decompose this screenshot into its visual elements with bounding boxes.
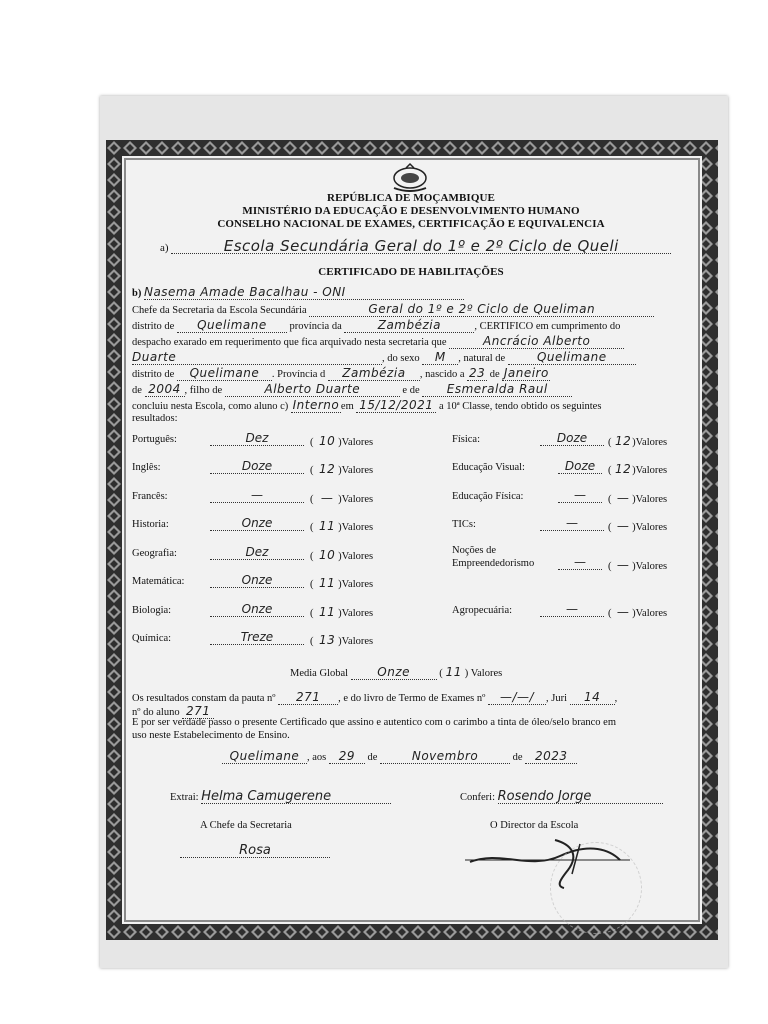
body-l5-c: , nascido a xyxy=(419,369,465,380)
grade-word-right: — xyxy=(540,516,604,531)
grade-num-left: 10 xyxy=(318,548,336,562)
body-l7-a: concluiu nesta Escola, como aluno c) xyxy=(132,401,289,412)
grade-num-left: — xyxy=(320,491,334,505)
footer-juri: 14 xyxy=(570,691,615,705)
grade-num-right-wrap: ( — )Valores xyxy=(608,558,668,572)
body-l2-c: , CERTIFICO em cumprimento do xyxy=(474,321,621,332)
footer-f1-c: , Juri xyxy=(546,693,568,704)
grade-word-left: Doze xyxy=(210,459,304,474)
valores-label: Valores xyxy=(635,608,668,619)
body-l7-c: a 10ª Classe, tendo obtido os seguintes xyxy=(438,401,602,412)
footer-livro: —/—/ xyxy=(488,691,546,705)
extrai-signature: Helma Camugerene xyxy=(201,790,391,804)
grade-word-right: — xyxy=(558,555,602,570)
valores-label: Valores xyxy=(635,437,668,448)
grade-num-right: — xyxy=(616,558,630,572)
body-l5-district: Quelimane xyxy=(177,367,272,381)
media-num: 11 xyxy=(445,665,462,679)
grade-num-right: — xyxy=(616,519,630,533)
body-l1-text: Chefe da Secretaria da Escola Secundária xyxy=(132,305,307,316)
grade-num-right-wrap: ( — )Valores xyxy=(608,491,668,505)
body-l5-month: Janeiro xyxy=(503,366,549,380)
grade-subject-right: TICs: xyxy=(452,519,476,530)
body-l4-value: Duarte xyxy=(132,351,382,365)
valores-label: Valores xyxy=(635,465,668,476)
header-council: CONSELHO NACIONAL DE EXAMES, CERTIFICAÇÃO E EQUIVALENCIA xyxy=(217,218,605,230)
body-l2-b: província da xyxy=(289,321,342,332)
conferi-signature: Rosendo Jorge xyxy=(498,790,663,804)
grade-num-left: 13 xyxy=(318,633,336,647)
grade-num-left-wrap: ( 10 )Valores xyxy=(310,434,374,448)
grade-word-left: — xyxy=(210,488,304,503)
grade-subject-right: Física: xyxy=(452,434,480,445)
body-l4-b: , natural de xyxy=(458,353,506,364)
grade-word-right: Doze xyxy=(558,459,602,474)
grade-subject-left: Química: xyxy=(132,633,172,644)
body-l7-b: em xyxy=(340,401,354,412)
body-line-4 xyxy=(132,351,636,365)
body-l7-type: Interno xyxy=(292,398,340,412)
media-suffix: Valores xyxy=(470,668,503,679)
media-word: Onze xyxy=(351,666,437,680)
media-global-line: Media Global Onze ( 11 ) Valores xyxy=(290,665,503,679)
conferi-label: Conferi: xyxy=(460,792,495,803)
student-line xyxy=(132,286,464,300)
valores-label: Valores xyxy=(635,494,668,505)
grade-word-left: Dez xyxy=(210,545,304,560)
footer-aos: , aos xyxy=(307,752,327,763)
valores-label: Valores xyxy=(635,561,668,572)
valores-label: Valores xyxy=(341,437,374,448)
valores-label: Valores xyxy=(341,522,374,533)
grade-num-left-wrap: ( — )Valores xyxy=(310,491,374,505)
school-prefix: a) xyxy=(160,242,169,254)
footer-de1: de xyxy=(367,752,378,763)
body-l6-mother: Esmeralda Raul xyxy=(422,383,572,397)
footer-month: Novembro xyxy=(380,750,510,764)
grade-subject-left: Português: xyxy=(132,434,177,445)
body-l2-district: Quelimane xyxy=(177,319,287,333)
body-l2-a: distrito de xyxy=(132,321,175,332)
body-line-3 xyxy=(132,335,624,349)
footer-place: Quelimane xyxy=(222,750,307,764)
body-l6-father: Alberto Duarte xyxy=(225,383,400,397)
body-l5-province: Zambézia xyxy=(328,367,420,381)
grade-subject-left: Inglês: xyxy=(132,462,161,473)
footer-day: 29 xyxy=(329,750,365,764)
footer-year: 2023 xyxy=(525,750,577,764)
body-l3-value: Ancrácio Alberto xyxy=(449,335,624,349)
valores-label: Valores xyxy=(635,522,668,533)
body-l5-a: distrito de xyxy=(132,369,175,380)
grade-num-left-wrap: ( 13 )Valores xyxy=(310,633,374,647)
conferi-line xyxy=(460,790,663,804)
valores-label: Valores xyxy=(341,579,374,590)
grade-num-left: 10 xyxy=(318,434,336,448)
student-name: Nasema Amade Bacalhau - ONI xyxy=(144,286,464,300)
grade-subject-right: Agropecuária: xyxy=(452,605,513,616)
grade-subject-right: Empreendedorismo xyxy=(452,558,535,569)
grade-num-right: — xyxy=(616,605,630,619)
body-line-5 xyxy=(132,367,550,381)
school-line xyxy=(160,237,671,255)
body-l6-c: e de xyxy=(402,385,420,396)
body-l5-b: . Província d xyxy=(271,369,326,380)
grade-num-right: — xyxy=(616,491,630,505)
body-l4-a: , do sexo xyxy=(382,353,420,364)
valores-label: Valores xyxy=(341,636,374,647)
footer-line-4: uso neste Estabelecimento de Ensino. xyxy=(132,730,290,741)
body-l5-day: 23 xyxy=(469,366,486,380)
body-l3-text: despacho exarado em requerimento que fica arquivado nesta secretaria que xyxy=(132,337,447,348)
footer-de2: de xyxy=(512,752,523,763)
chefe-label: A Chefe da Secretaria xyxy=(200,820,292,831)
grade-word-right: — xyxy=(540,602,604,617)
valores-label: Valores xyxy=(341,465,374,476)
grade-subject-right-l1: Noções de xyxy=(452,545,497,556)
grade-num-right-wrap: ( — )Valores xyxy=(608,605,668,619)
valores-label: Valores xyxy=(341,551,374,562)
grade-subject-left: Biologia: xyxy=(132,605,172,616)
valores-label: Valores xyxy=(341,608,374,619)
body-l6-a: de xyxy=(132,385,142,396)
mozambique-emblem-icon xyxy=(380,162,440,192)
certificate-title: CERTIFICADO DE HABILITAÇÕES xyxy=(318,266,504,278)
grade-num-left-wrap: ( 10 )Valores xyxy=(310,548,374,562)
body-l5-d: de xyxy=(489,369,500,380)
body-line-8: resultados: xyxy=(132,413,178,424)
grade-num-left: 11 xyxy=(318,576,336,590)
grade-num-left: 11 xyxy=(318,605,336,619)
extrai-label: Extrai: xyxy=(170,792,199,803)
footer-f1-b: , e do livro de Termo de Exames nº xyxy=(338,693,486,704)
extrai-line xyxy=(170,790,391,804)
footer-line-1: Os resultados constam da pauta nº 271 , e do livro de Termo de Exames nº —/—/ , Juri 14 , xyxy=(132,690,618,704)
grade-num-left: 11 xyxy=(318,519,336,533)
grade-subject-left: Historia: xyxy=(132,519,169,530)
body-l7-date: 15/12/2021 xyxy=(356,399,436,413)
school-name: Escola Secundária Geral do 1º e 2º Ciclo de Queli xyxy=(171,240,671,254)
grade-num-right-wrap: ( 12)Valores xyxy=(608,462,668,476)
grade-num-right-wrap: ( 12)Valores xyxy=(608,434,668,448)
grade-word-left: Treze xyxy=(210,630,304,645)
body-l6-b: , filho de xyxy=(184,385,223,396)
valores-label: Valores xyxy=(341,494,374,505)
header-ministry: MINISTÉRIO DA EDUCAÇÃO E DESENVOLVIMENTO HUMANO xyxy=(242,205,580,217)
footer-aluno-num: 271 xyxy=(182,705,214,719)
grade-word-left: Dez xyxy=(210,431,304,446)
footer-f2-a: nº do aluno xyxy=(132,707,180,718)
grade-num-left-wrap: ( 11 )Valores xyxy=(310,605,374,619)
grade-num-left-wrap: ( 11 )Valores xyxy=(310,576,374,590)
body-line-6 xyxy=(132,383,572,397)
certificate-content xyxy=(130,162,692,922)
body-l4-natural: Quelimane xyxy=(508,351,636,365)
media-label: Media Global xyxy=(290,668,349,679)
footer-f1-a: Os resultados constam da pauta nº xyxy=(132,693,276,704)
student-prefix: b) xyxy=(132,288,142,299)
body-l2-province: Zambézia xyxy=(344,319,474,333)
grade-word-left: Onze xyxy=(210,573,304,588)
grade-word-left: Onze xyxy=(210,516,304,531)
grade-subject-right: Educação Visual: xyxy=(452,462,525,473)
place-date-line xyxy=(222,750,577,764)
body-line-7 xyxy=(132,399,601,413)
body-line-2 xyxy=(132,319,620,333)
body-line-1 xyxy=(132,303,654,317)
grade-subject-right: Educação Física: xyxy=(452,491,524,502)
header-republic: REPÚBLICA DE MOÇAMBIQUE xyxy=(327,192,495,204)
body-l4-sex: M xyxy=(422,351,458,365)
chefe-signature: Rosa xyxy=(180,844,330,858)
grade-subject-left: Matemática: xyxy=(132,576,185,587)
footer-pauta: 271 xyxy=(278,691,338,705)
grade-word-left: Onze xyxy=(210,602,304,617)
grade-subject-left: Geografia: xyxy=(132,548,177,559)
footer-line-3: E por ser verdade passo o presente Certificado que assino e autentico com o carimbo a tinta de óleo/selo branco em xyxy=(132,717,616,728)
grade-num-left-wrap: ( 11 )Valores xyxy=(310,519,374,533)
body-l1-value: Geral do 1º e 2º Ciclo de Queliman xyxy=(309,303,654,317)
grade-word-right: Doze xyxy=(540,431,604,446)
grade-num-right: 12 xyxy=(614,434,632,448)
grade-num-right-wrap: ( — )Valores xyxy=(608,519,668,533)
director-label: O Director da Escola xyxy=(490,820,579,831)
grade-num-left: 12 xyxy=(318,462,336,476)
grade-num-left-wrap: ( 12 )Valores xyxy=(310,462,374,476)
grade-num-right: 12 xyxy=(614,462,632,476)
body-l6-year: 2004 xyxy=(145,383,185,397)
school-stamp-icon xyxy=(550,842,642,934)
grade-subject-left: Francês: xyxy=(132,491,168,502)
chefe-signature-line xyxy=(180,844,330,858)
grade-word-right: — xyxy=(558,488,602,503)
